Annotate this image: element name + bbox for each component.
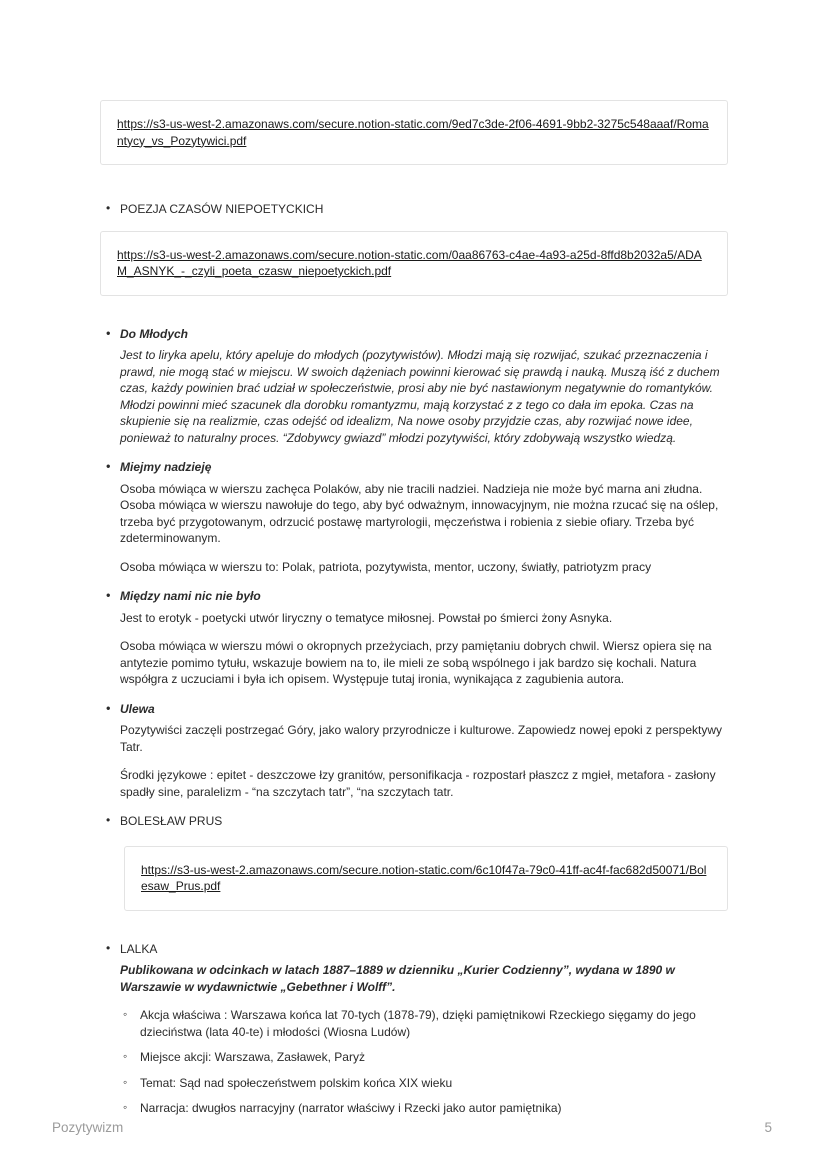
lalka-list-item-temat [120, 1075, 728, 1092]
bullet-ulewa-title [100, 701, 728, 718]
footer-document-title: Pozytywizm [52, 1120, 124, 1135]
file-link-card-romantycy [100, 100, 728, 165]
lalka-heading-label: LALKA [120, 941, 158, 956]
ulewa-paragraph-2: Środki językowe : epitet - deszczowe łzy granitów, personifikacja - rozpostarł płaszcz z mgieł, metafora - zasłony spadły sine, paralelizm - “na szczytach tatr”, “na szczytach tatr. [120, 768, 716, 799]
page-footer [52, 1120, 772, 1135]
file-link-prus[interactable]: https://s3-us-west-2.amazonaws.com/secure.notion-static.com/6c10f47a-79c0-41ff-ac4f-fac682d50071/Bolesaw_Prus.pdf [141, 862, 707, 893]
lalka-list-item-akcja [120, 1007, 728, 1040]
prus-heading-label: BOLESŁAW PRUS [120, 814, 223, 828]
miejmy-nadzieje-paragraph-1: Osoba mówiąca w wierszu zachęca Polaków, aby nie tracili nadziei. Nadzieja nie może być marna ani złudna. Osoba mówiąca w wierszu nawołuje do tego, aby być odważnym, innowacyjnym, nie można rzucać się na oślep, trzeba być przygotowanym, odrzucić postawę martyrologii, męczeństwa i robienia z siebie ofiary. Trzeba być zdeterminowanym. [120, 481, 719, 545]
file-link-asnyk[interactable]: https://s3-us-west-2.amazonaws.com/secure.notion-static.com/0aa86763-c4ae-4a93-a25d-8ffd8b2032a5/ADAM_ASNYK_-_czyli_poeta_czasw_niepoetyckich.pdf [117, 247, 702, 278]
lalka-item-label: Miejsce akcji: Warszawa, Zasławek, Paryż [140, 1050, 365, 1064]
lalka-list-item-narracja [120, 1100, 728, 1117]
lalka-item-label: Narracja: dwugłos narracyjny (narrator właściwy i Rzecki jako autor pamiętnika) [140, 1101, 562, 1115]
ulewa-paragraph-1: Pozytywiści zaczęli postrzegać Góry, jako walory przyrodnicze i kulturowe. Zapowiedz nowej epoki z perspektywy Tatr. [120, 723, 723, 754]
section-do-mlodych [100, 326, 728, 447]
section-miejmy-nadzieje [100, 459, 728, 575]
bullet-do-mlodych-title [100, 326, 728, 343]
miedzy-nami-title: Między nami nic nie było [120, 589, 261, 603]
section-lalka [100, 941, 728, 1117]
miedzy-nami-paragraph-2: Osoba mówiąca w wierszu mówi o okropnych przeżyciach, przy pamiętaniu dobrych chwil. Wiersz opiera się na antytezie pomimo tytułu, wskazuje bowiem na to, ile mieli ze sobą wspólnego i jak bardzo się kochali. Natura współgra z uczuciami i była ich opisem. Występuje tutaj ironia, wynikająca z zagubienia autora. [120, 639, 712, 686]
lalka-intro: Publikowana w odcinkach w latach 1887–1889 w dzienniku „Kurier Codzienny”, wydana w 1890 w Warszawie w wydawnictwie „Gebethner i Wolff”. [120, 963, 675, 994]
lalka-item-label: Temat: Sąd nad społeczeństwem polskim końca XIX wieku [140, 1075, 453, 1090]
bullet-miedzy-nami-title [100, 588, 728, 605]
bullet-prus-heading [100, 813, 728, 830]
poezja-heading-label: POEZJA CZASÓW NIEPOETYCKICH [120, 202, 324, 216]
file-link-card-prus [124, 846, 728, 911]
file-link-card-asnyk [100, 231, 728, 296]
section-miedzy-nami [100, 588, 728, 688]
miejmy-nadzieje-paragraph-2: Osoba mówiąca w wierszu to: Polak, patriota, pozytywista, mentor, uczony, światły, patriotyzm pracy [120, 559, 652, 574]
bullet-poezja-heading [100, 201, 728, 218]
page-content [100, 100, 728, 1117]
bullet-miejmy-nadzieje-title [100, 459, 728, 476]
lalka-item-label: Akcja właściwa : Warszawa końca lat 70-tych (1878-79), dzięki pamiętnikowi Rzeckiego sięgamy do jego dzieciństwa (lata 40-te) i młodości (Wiosna Ludów) [140, 1008, 696, 1039]
ulewa-title: Ulewa [120, 701, 155, 716]
do-mlodych-title: Do Młodych [120, 326, 188, 341]
miejmy-nadzieje-title: Miejmy nadzieję [120, 460, 212, 474]
bullet-lalka-heading [100, 941, 728, 958]
file-link-romantycy[interactable]: https://s3-us-west-2.amazonaws.com/secure.notion-static.com/9ed7c3de-2f06-4691-9bb2-3275c548aaaf/Romantycy_vs_Pozytywici.pdf [117, 117, 709, 148]
miedzy-nami-paragraph-1: Jest to erotyk - poetycki utwór liryczny o tematyce miłosnej. Powstał po śmierci żony Asnyka. [120, 610, 613, 625]
footer-page-number: 5 [764, 1120, 772, 1135]
do-mlodych-body: Jest to liryka apelu, który apeluje do młodych (pozytywistów). Młodzi mają się rozwijać, szukać przeznaczenia i prawd, nie mogą stać w miejscu. W swoich dążeniach powinni kierować się prawdą i nauką. Muszą iść z duchem czas, każdy powinien brać udział w społeczeństwie, prosi aby nie być nastawionym negatywnie do romantyków. Młodzi powinni mieć szacunek dla dorobku romantyzmu, mają korzystać z z tego co dała im epoka. Czas na skupienie się na realizmie, czas odejść od idealizm, Na nowe osoby przyjdzie czas, aby rozwijać nowe idee, ponieważ to naturalny proces. “Zdobywcy gwiazd” młodzi pozytywiści, który zdobywają wszystko wiedzą. [120, 348, 720, 445]
section-ulewa [100, 701, 728, 801]
lalka-list-item-miejsce [120, 1049, 728, 1066]
